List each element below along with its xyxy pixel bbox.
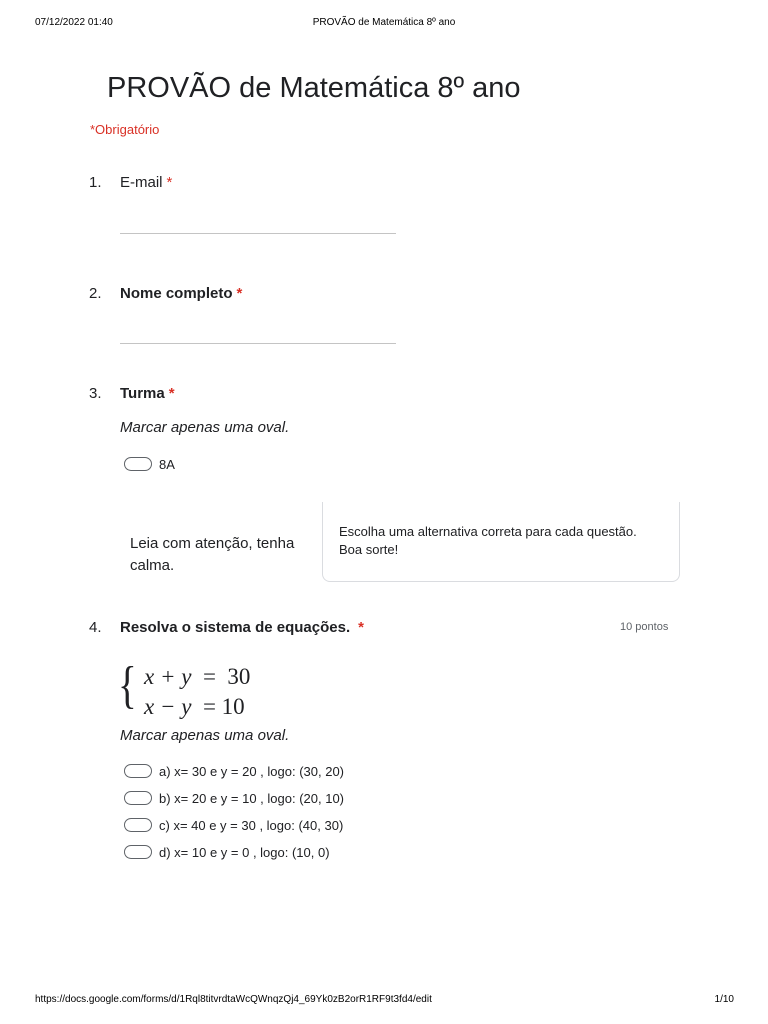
question-4-hint: Marcar apenas uma oval. (120, 727, 290, 744)
question-1-number: 1. (89, 174, 102, 191)
required-note: *Obrigatório (90, 122, 160, 137)
equation-line-2 (144, 694, 245, 720)
question-3-title (120, 385, 175, 402)
form-url: https://docs.google.com/forms/d/1Rql8titvrdtaWcQWnqzQj4_69Yk0zB2orR1RF9t3fd4/edit (35, 994, 432, 1005)
equation-1-op: = (202, 664, 216, 689)
print-title: PROVÃO de Matemática 8º ano (312, 17, 456, 28)
section-description-line-2: Boa sorte! (339, 542, 399, 557)
print-datetime: 07/12/2022 01:40 (35, 17, 113, 28)
option-b[interactable] (124, 789, 344, 807)
equation-1-right: 30 (227, 664, 251, 689)
option-label: a) x= 30 e y = 20 , logo: (30, 20) (159, 763, 345, 779)
form-title: PROVÃO de Matemática 8º ano (107, 72, 521, 104)
question-3-hint: Marcar apenas uma oval. (120, 419, 290, 436)
option-label: d) x= 10 e y = 0 , logo: (10, 0) (159, 844, 330, 860)
equation-2-right: 10 (221, 694, 245, 719)
option-d[interactable] (124, 843, 330, 861)
full-name-field[interactable] (120, 343, 396, 344)
question-3-number: 3. (89, 385, 102, 402)
question-4-number: 4. (89, 619, 102, 636)
question-2-title-text: Nome completo (120, 285, 233, 302)
required-star: * (168, 385, 175, 402)
option-label: 8A (159, 456, 175, 472)
question-4-title-text: Resolva o sistema de equações. (120, 619, 351, 636)
question-2-number: 2. (89, 285, 102, 302)
radio-oval[interactable] (124, 818, 152, 832)
equation-2-op: = (202, 694, 216, 719)
equation-line-1 (144, 664, 250, 690)
points-badge: 10 pontos (620, 621, 669, 633)
option-label: b) x= 20 e y = 10 , logo: (20, 10) (159, 790, 345, 806)
required-star: * (236, 285, 243, 302)
equation-1-left: x + y (144, 664, 192, 689)
option-8a[interactable] (124, 455, 175, 473)
brace-symbol: { (118, 657, 137, 714)
section-title: Leia com atenção, tenha calma. (130, 535, 295, 574)
required-star: * (166, 174, 173, 191)
question-2-title (120, 285, 242, 302)
question-1-title-text: E-mail (120, 174, 163, 191)
page-number: 1/10 (714, 994, 734, 1005)
print-header (0, 17, 768, 31)
radio-oval[interactable] (124, 845, 152, 859)
print-footer (0, 994, 768, 1008)
required-star: * (358, 619, 364, 636)
question-1-title (120, 174, 172, 191)
section-description-card (322, 502, 680, 582)
radio-oval[interactable] (124, 764, 152, 778)
radio-oval[interactable] (124, 791, 152, 805)
option-c[interactable] (124, 816, 343, 834)
equation-2-left: x − y (144, 694, 192, 719)
question-4-title (120, 619, 364, 636)
option-label: c) x= 40 e y = 30 , logo: (40, 30) (159, 817, 344, 833)
email-field[interactable] (120, 233, 396, 234)
option-a[interactable] (124, 762, 344, 780)
radio-oval[interactable] (124, 457, 152, 471)
section-description-line-1: Escolha uma alternativa correta para cada questão. (339, 524, 637, 539)
equation-system (118, 657, 288, 726)
question-3-title-text: Turma (120, 385, 165, 402)
